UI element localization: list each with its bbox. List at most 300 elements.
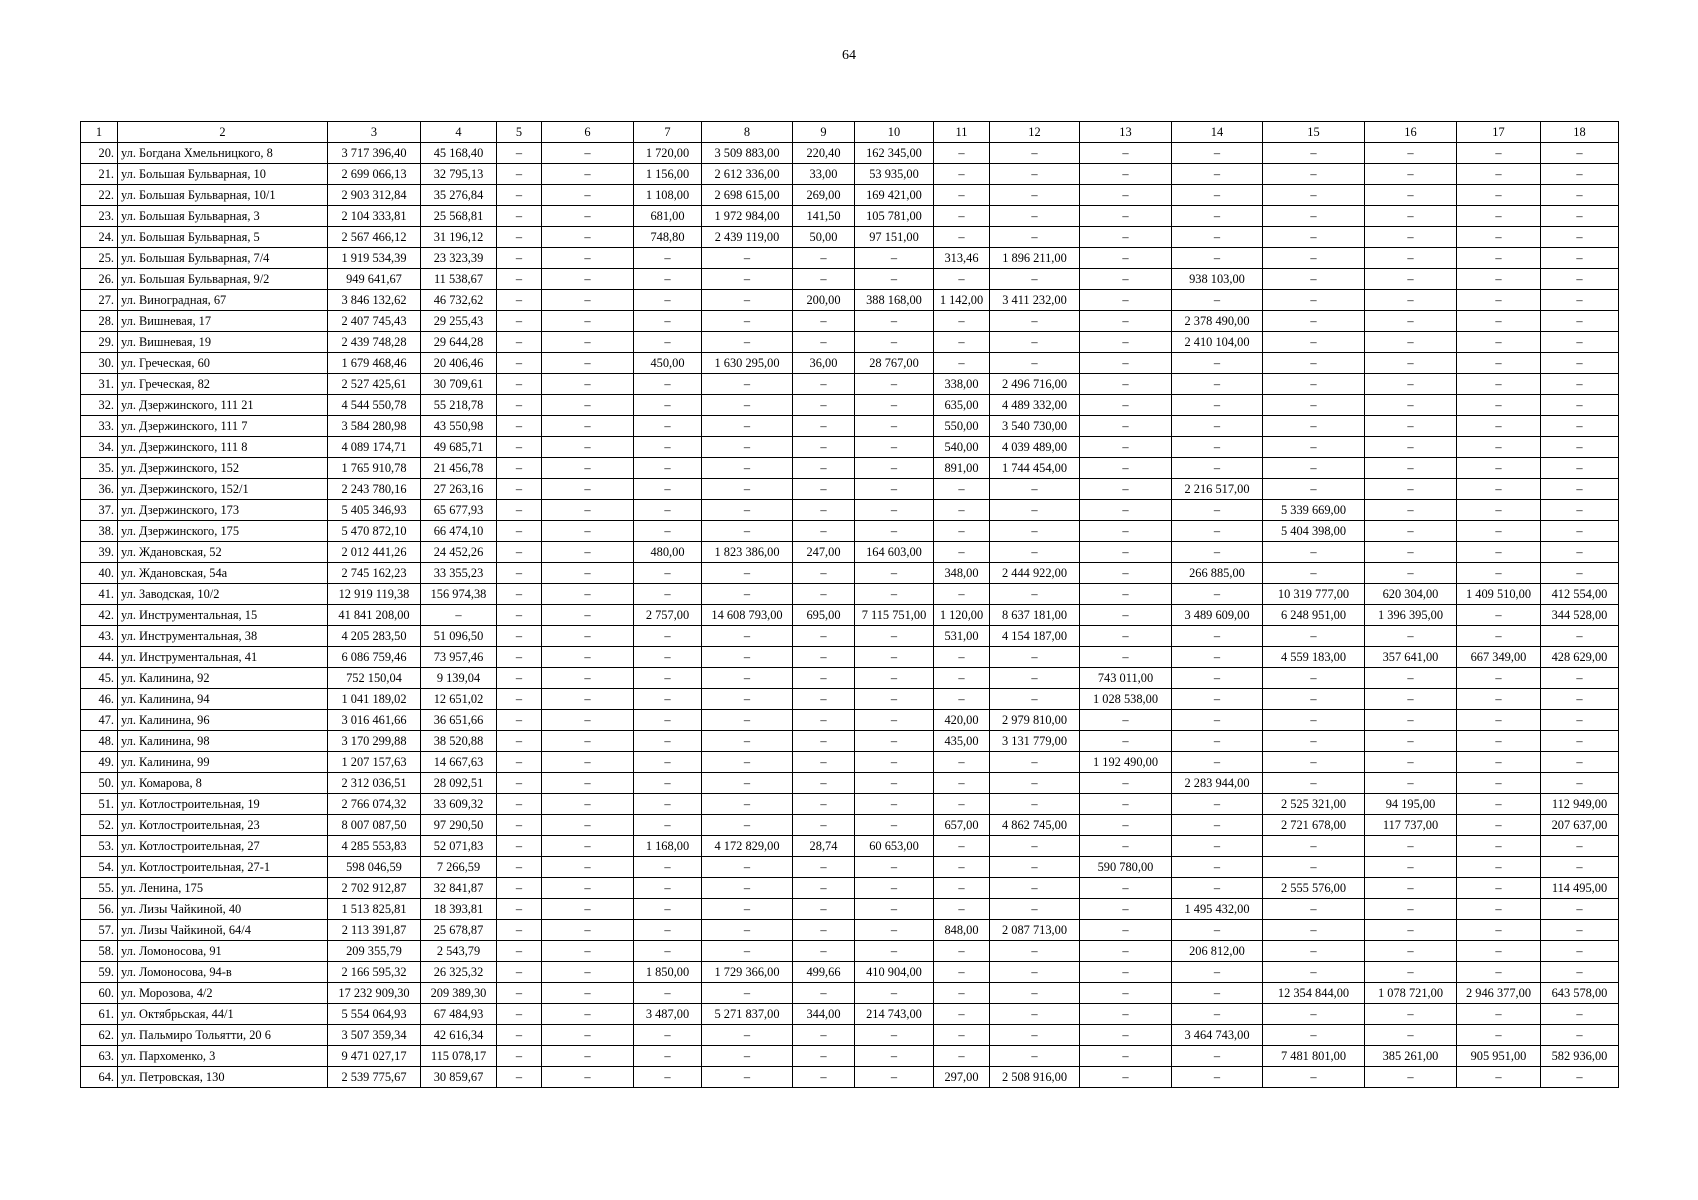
value-cell: – (497, 206, 542, 227)
value-cell: 1 679 468,46 (328, 353, 421, 374)
value-cell: – (1080, 248, 1172, 269)
value-cell: – (497, 248, 542, 269)
value-cell: – (855, 815, 934, 836)
value-cell: – (702, 248, 793, 269)
value-cell: 1 078 721,00 (1365, 983, 1457, 1004)
value-cell: – (934, 164, 990, 185)
value-cell: 32 841,87 (421, 878, 497, 899)
value-cell: 27 263,16 (421, 479, 497, 500)
value-cell: – (1263, 1067, 1365, 1088)
value-cell: 338,00 (934, 374, 990, 395)
value-cell: 1 168,00 (634, 836, 702, 857)
value-cell: – (1541, 1067, 1619, 1088)
table-row (81, 542, 1619, 563)
value-cell: 11 538,67 (421, 269, 497, 290)
value-cell: – (1457, 794, 1541, 815)
value-cell: – (793, 479, 855, 500)
value-cell: – (793, 710, 855, 731)
value-cell: – (793, 563, 855, 584)
value-cell: 3 717 396,40 (328, 143, 421, 164)
value-cell: – (1080, 647, 1172, 668)
value-cell: – (634, 626, 702, 647)
value-cell: – (497, 731, 542, 752)
value-cell: – (1457, 626, 1541, 647)
value-cell: – (702, 668, 793, 689)
address-cell: ул. Большая Бульварная, 7/4 (118, 248, 328, 269)
value-cell: – (1541, 353, 1619, 374)
value-cell: – (542, 752, 634, 773)
value-cell: – (855, 395, 934, 416)
column-header: 9 (793, 122, 855, 143)
value-cell: – (634, 269, 702, 290)
value-cell: – (934, 206, 990, 227)
address-cell: ул. Комарова, 8 (118, 773, 328, 794)
row-number-cell: 26. (81, 269, 118, 290)
address-cell: ул. Большая Бульварная, 5 (118, 227, 328, 248)
table-row (81, 458, 1619, 479)
value-cell: – (1457, 1025, 1541, 1046)
value-cell: – (934, 143, 990, 164)
row-number-cell: 47. (81, 710, 118, 731)
value-cell: – (542, 311, 634, 332)
value-cell: – (1172, 668, 1263, 689)
value-cell: – (793, 668, 855, 689)
value-cell: – (990, 752, 1080, 773)
value-cell: 21 456,78 (421, 458, 497, 479)
value-cell: – (1365, 836, 1457, 857)
value-cell: 7 115 751,00 (855, 605, 934, 626)
value-cell: 3 464 743,00 (1172, 1025, 1263, 1046)
value-cell: – (1365, 143, 1457, 164)
value-cell: 1 142,00 (934, 290, 990, 311)
value-cell: – (702, 563, 793, 584)
value-cell: 52 071,83 (421, 836, 497, 857)
value-cell: 2 766 074,32 (328, 794, 421, 815)
value-cell: – (990, 206, 1080, 227)
value-cell: – (542, 899, 634, 920)
value-cell: 891,00 (934, 458, 990, 479)
value-cell: 848,00 (934, 920, 990, 941)
value-cell: 1 972 984,00 (702, 206, 793, 227)
value-cell: – (1080, 353, 1172, 374)
value-cell: – (542, 500, 634, 521)
value-cell: – (1365, 731, 1457, 752)
column-header: 2 (118, 122, 328, 143)
value-cell: – (934, 689, 990, 710)
value-cell: 164 603,00 (855, 542, 934, 563)
value-cell: 1 041 189,02 (328, 689, 421, 710)
value-cell: – (542, 794, 634, 815)
address-cell: ул. Большая Бульварная, 9/2 (118, 269, 328, 290)
value-cell: – (497, 311, 542, 332)
value-cell: – (1365, 962, 1457, 983)
value-cell: – (497, 332, 542, 353)
value-cell: 450,00 (634, 353, 702, 374)
value-cell: – (702, 752, 793, 773)
value-cell: 209 389,30 (421, 983, 497, 1004)
value-cell: 247,00 (793, 542, 855, 563)
value-cell: – (1263, 206, 1365, 227)
value-cell: – (1541, 479, 1619, 500)
value-cell: – (1263, 542, 1365, 563)
value-cell: – (497, 920, 542, 941)
value-cell: – (1365, 668, 1457, 689)
value-cell: – (855, 899, 934, 920)
value-cell: 41 841 208,00 (328, 605, 421, 626)
value-cell: 38 520,88 (421, 731, 497, 752)
value-cell: 2 699 066,13 (328, 164, 421, 185)
value-cell: – (1080, 626, 1172, 647)
value-cell: – (793, 1025, 855, 1046)
value-cell: – (497, 563, 542, 584)
value-cell: 3 540 730,00 (990, 416, 1080, 437)
value-cell: 60 653,00 (855, 836, 934, 857)
value-cell: 2 698 615,00 (702, 185, 793, 206)
value-cell: – (990, 794, 1080, 815)
address-cell: ул. Калинина, 96 (118, 710, 328, 731)
value-cell: – (702, 794, 793, 815)
value-cell: – (497, 647, 542, 668)
value-cell: – (1080, 794, 1172, 815)
table-row (81, 752, 1619, 773)
value-cell: 590 780,00 (1080, 857, 1172, 878)
address-cell: ул. Инструментальная, 15 (118, 605, 328, 626)
value-cell: – (1263, 962, 1365, 983)
value-cell: 162 345,00 (855, 143, 934, 164)
value-cell: – (634, 1067, 702, 1088)
value-cell: – (702, 731, 793, 752)
value-cell: 28,74 (793, 836, 855, 857)
value-cell: 1 120,00 (934, 605, 990, 626)
value-cell: 4 172 829,00 (702, 836, 793, 857)
value-cell: 3 509 883,00 (702, 143, 793, 164)
value-cell: 12 354 844,00 (1263, 983, 1365, 1004)
value-cell: 3 507 359,34 (328, 1025, 421, 1046)
value-cell: – (542, 416, 634, 437)
value-cell: 4 544 550,78 (328, 395, 421, 416)
value-cell: – (497, 437, 542, 458)
value-cell: – (702, 269, 793, 290)
value-cell: 1 513 825,81 (328, 899, 421, 920)
value-cell: – (1080, 710, 1172, 731)
value-cell: 643 578,00 (1541, 983, 1619, 1004)
value-cell: – (542, 353, 634, 374)
value-cell: 97 290,50 (421, 815, 497, 836)
row-number-cell: 32. (81, 395, 118, 416)
address-cell: ул. Дзержинского, 173 (118, 500, 328, 521)
value-cell: – (542, 395, 634, 416)
value-cell: – (1080, 206, 1172, 227)
value-cell: – (793, 374, 855, 395)
value-cell: – (542, 731, 634, 752)
value-cell: – (1263, 773, 1365, 794)
value-cell: 1 192 490,00 (1080, 752, 1172, 773)
value-cell: 2 527 425,61 (328, 374, 421, 395)
value-cell: – (793, 878, 855, 899)
value-cell: – (1365, 773, 1457, 794)
value-cell: – (542, 1067, 634, 1088)
value-cell: – (1365, 752, 1457, 773)
value-cell: – (1457, 248, 1541, 269)
value-cell: – (1080, 185, 1172, 206)
value-cell: – (1541, 374, 1619, 395)
value-cell: – (1172, 626, 1263, 647)
value-cell: – (634, 752, 702, 773)
value-cell: – (855, 731, 934, 752)
value-cell: – (702, 584, 793, 605)
value-cell: – (497, 962, 542, 983)
value-cell: 20 406,46 (421, 353, 497, 374)
value-cell: – (990, 689, 1080, 710)
value-cell: – (702, 899, 793, 920)
value-cell: – (702, 374, 793, 395)
value-cell: – (1541, 227, 1619, 248)
row-number-cell: 23. (81, 206, 118, 227)
value-cell: – (634, 920, 702, 941)
value-cell: – (634, 815, 702, 836)
value-cell: – (855, 857, 934, 878)
value-cell: – (497, 395, 542, 416)
address-cell: ул. Богдана Хмельницкого, 8 (118, 143, 328, 164)
value-cell: – (1080, 878, 1172, 899)
value-cell: 30 709,61 (421, 374, 497, 395)
value-cell: – (634, 647, 702, 668)
value-cell: – (855, 710, 934, 731)
table-row (81, 185, 1619, 206)
value-cell: – (1541, 563, 1619, 584)
value-cell: 4 489 332,00 (990, 395, 1080, 416)
value-cell: – (793, 773, 855, 794)
value-cell: 695,00 (793, 605, 855, 626)
value-cell: – (793, 416, 855, 437)
value-cell: – (1365, 437, 1457, 458)
value-cell: – (1541, 920, 1619, 941)
value-cell: – (855, 668, 934, 689)
address-cell: ул. Котлостроительная, 27 (118, 836, 328, 857)
value-cell: – (1263, 710, 1365, 731)
row-number-cell: 50. (81, 773, 118, 794)
row-number-cell: 40. (81, 563, 118, 584)
table-row (81, 983, 1619, 1004)
value-cell: 114 495,00 (1541, 878, 1619, 899)
value-cell: – (1365, 878, 1457, 899)
value-cell: 28 092,51 (421, 773, 497, 794)
value-cell: 105 781,00 (855, 206, 934, 227)
value-cell: – (1457, 857, 1541, 878)
value-cell: 18 393,81 (421, 899, 497, 920)
column-header: 18 (1541, 122, 1619, 143)
value-cell: – (702, 710, 793, 731)
value-cell: 23 323,39 (421, 248, 497, 269)
address-cell: ул. Калинина, 94 (118, 689, 328, 710)
value-cell: 4 154 187,00 (990, 626, 1080, 647)
value-cell: 2 555 576,00 (1263, 878, 1365, 899)
address-cell: ул. Большая Бульварная, 10/1 (118, 185, 328, 206)
value-cell: – (934, 983, 990, 1004)
value-cell: – (1457, 500, 1541, 521)
value-cell: – (634, 416, 702, 437)
value-cell: 5 554 064,93 (328, 1004, 421, 1025)
value-cell: – (1457, 164, 1541, 185)
address-cell: ул. Ломоносова, 91 (118, 941, 328, 962)
value-cell: – (1457, 668, 1541, 689)
value-cell: – (702, 920, 793, 941)
value-cell: – (934, 668, 990, 689)
value-cell: – (634, 290, 702, 311)
value-cell: 435,00 (934, 731, 990, 752)
value-cell: 1 919 534,39 (328, 248, 421, 269)
value-cell: – (702, 1046, 793, 1067)
value-cell: – (497, 899, 542, 920)
data-table (80, 121, 1619, 1088)
value-cell: 115 078,17 (421, 1046, 497, 1067)
row-number-cell: 49. (81, 752, 118, 773)
address-cell: ул. Калинина, 98 (118, 731, 328, 752)
value-cell: – (793, 647, 855, 668)
value-cell: – (1541, 437, 1619, 458)
value-cell: – (1457, 710, 1541, 731)
value-cell: – (1080, 311, 1172, 332)
value-cell: – (793, 332, 855, 353)
address-cell: ул. Виноградная, 67 (118, 290, 328, 311)
value-cell: – (1365, 521, 1457, 542)
value-cell: – (634, 941, 702, 962)
value-cell: – (1541, 458, 1619, 479)
row-number-cell: 64. (81, 1067, 118, 1088)
value-cell: – (634, 332, 702, 353)
address-cell: ул. Лизы Чайкиной, 64/4 (118, 920, 328, 941)
value-cell: – (793, 521, 855, 542)
value-cell: – (1263, 395, 1365, 416)
value-cell: – (497, 689, 542, 710)
value-cell: – (497, 878, 542, 899)
value-cell: 1 850,00 (634, 962, 702, 983)
value-cell: – (1172, 500, 1263, 521)
value-cell: – (497, 1025, 542, 1046)
value-cell: 2 946 377,00 (1457, 983, 1541, 1004)
value-cell: – (1172, 731, 1263, 752)
value-cell: – (1541, 269, 1619, 290)
value-cell: – (1365, 332, 1457, 353)
value-cell: 499,66 (793, 962, 855, 983)
value-cell: – (702, 626, 793, 647)
value-cell: – (634, 311, 702, 332)
value-cell: – (1457, 437, 1541, 458)
value-cell: 620 304,00 (1365, 584, 1457, 605)
value-cell: – (934, 899, 990, 920)
value-cell: – (793, 626, 855, 647)
value-cell: – (1172, 857, 1263, 878)
value-cell: 207 637,00 (1541, 815, 1619, 836)
value-cell: 1 744 454,00 (990, 458, 1080, 479)
value-cell: 949 641,67 (328, 269, 421, 290)
table-row (81, 353, 1619, 374)
value-cell: – (634, 668, 702, 689)
table-row (81, 374, 1619, 395)
value-cell: – (1263, 332, 1365, 353)
value-cell: – (1172, 1004, 1263, 1025)
value-cell: – (934, 752, 990, 773)
address-cell: ул. Дзержинского, 152/1 (118, 479, 328, 500)
value-cell: – (934, 479, 990, 500)
value-cell: 4 039 489,00 (990, 437, 1080, 458)
value-cell: – (634, 248, 702, 269)
value-cell: – (542, 332, 634, 353)
value-cell: – (542, 668, 634, 689)
value-cell: – (1457, 458, 1541, 479)
value-cell: – (1172, 374, 1263, 395)
value-cell: – (1080, 920, 1172, 941)
value-cell: – (1172, 395, 1263, 416)
table-row (81, 143, 1619, 164)
value-cell: 2 243 780,16 (328, 479, 421, 500)
value-cell: – (634, 1025, 702, 1046)
table-row (81, 563, 1619, 584)
value-cell: 45 168,40 (421, 143, 497, 164)
value-cell: 6 086 759,46 (328, 647, 421, 668)
value-cell: – (542, 689, 634, 710)
value-cell: 2 087 713,00 (990, 920, 1080, 941)
value-cell: – (1541, 521, 1619, 542)
table-row (81, 1046, 1619, 1067)
value-cell: – (634, 983, 702, 1004)
row-number-cell: 42. (81, 605, 118, 626)
value-cell: 2 283 944,00 (1172, 773, 1263, 794)
address-cell: ул. Ломоносова, 94-в (118, 962, 328, 983)
value-cell: – (634, 794, 702, 815)
value-cell: – (634, 437, 702, 458)
value-cell: – (634, 500, 702, 521)
value-cell: 46 732,62 (421, 290, 497, 311)
value-cell: 5 405 346,93 (328, 500, 421, 521)
row-number-cell: 62. (81, 1025, 118, 1046)
value-cell: – (702, 521, 793, 542)
value-cell: 5 470 872,10 (328, 521, 421, 542)
table-row (81, 920, 1619, 941)
value-cell: 428 629,00 (1541, 647, 1619, 668)
row-number-cell: 56. (81, 899, 118, 920)
table-row (81, 836, 1619, 857)
value-cell: – (702, 878, 793, 899)
value-cell: – (990, 878, 1080, 899)
value-cell: 31 196,12 (421, 227, 497, 248)
value-cell: – (934, 794, 990, 815)
value-cell: – (990, 143, 1080, 164)
value-cell: – (1457, 479, 1541, 500)
value-cell: 26 325,32 (421, 962, 497, 983)
value-cell: – (634, 710, 702, 731)
row-number-cell: 60. (81, 983, 118, 1004)
value-cell: – (497, 290, 542, 311)
value-cell: – (934, 185, 990, 206)
value-cell: – (1365, 164, 1457, 185)
value-cell: – (1172, 458, 1263, 479)
value-cell: – (1365, 374, 1457, 395)
value-cell: – (1263, 1025, 1365, 1046)
value-cell: 97 151,00 (855, 227, 934, 248)
value-cell: – (1172, 437, 1263, 458)
value-cell: – (1263, 731, 1365, 752)
row-number-cell: 24. (81, 227, 118, 248)
table-row (81, 1004, 1619, 1025)
value-cell: – (542, 584, 634, 605)
value-cell: 5 271 837,00 (702, 1004, 793, 1025)
value-cell: – (702, 500, 793, 521)
value-cell: 743 011,00 (1080, 668, 1172, 689)
row-number-cell: 57. (81, 920, 118, 941)
value-cell: – (702, 332, 793, 353)
value-cell: 480,00 (634, 542, 702, 563)
